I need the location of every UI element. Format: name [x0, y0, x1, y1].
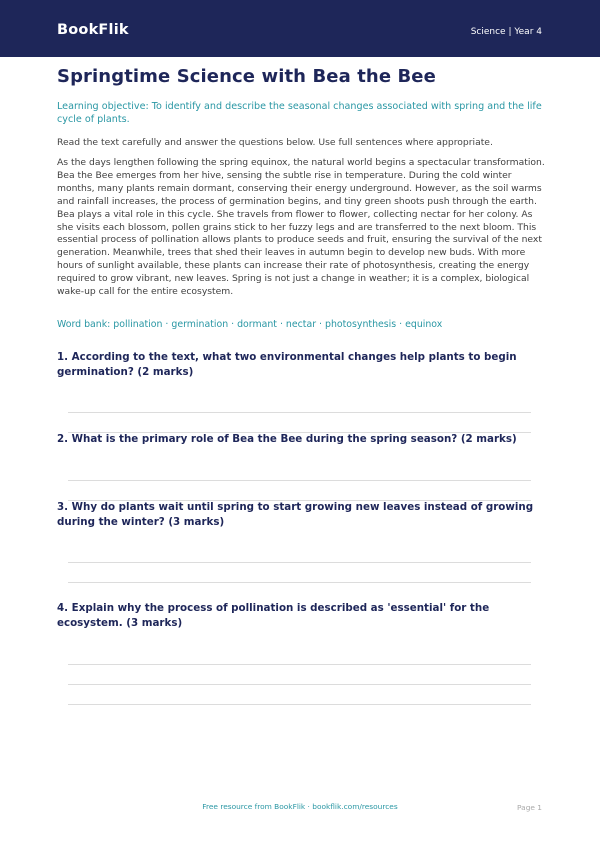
answer-line[interactable] — [68, 664, 531, 665]
answer-line[interactable] — [68, 412, 531, 413]
question-4: 4. Explain why the process of pollination is described as 'essential' for the ecosystem. (3 marks) — [57, 602, 490, 629]
answer-line[interactable] — [68, 704, 531, 705]
answer-line[interactable] — [68, 684, 531, 685]
page-title: Springtime Science with Bea the Bee — [57, 66, 436, 87]
brand-logo[interactable]: BookFlik — [57, 22, 129, 38]
question-2: 2. What is the primary role of Bea the Bee during the spring season? (2 marks) — [57, 433, 517, 445]
instructions: Read the text carefully and answer the questions below. Use full sentences where appropriate. — [57, 137, 493, 148]
learning-objective: Learning objective: To identify and describe the seasonal changes associated with spring and the life cycle of plants. — [57, 101, 542, 125]
page-number: Page 1 — [517, 803, 542, 812]
question-3: 3. Why do plants wait until spring to start growing new leaves instead of growing during the winter? (3 marks) — [57, 501, 534, 528]
word-bank: Word bank: pollination · germination · dormant · nectar · photosynthesis · equinox — [57, 319, 443, 330]
answer-line[interactable] — [68, 562, 531, 563]
reading-passage: As the days lengthen following the spring equinox, the natural world begins a spectacular transformation. Bea the Bee emerges from her hive, sensing the subtle rise in temperature. During the cold winter months, many plants remain dormant, conserving their energy underground. However, as the soil warms and rainfall increases, the process of germination begins, and tiny green shoots push through the earth. Bea plays a vital role in this cycle. She travels from flower to flower, collecting nectar for her colony. As she visits each blossom, pollen grains stick to her fuzzy legs and are transferred to the next bloom. This essential process of pollination allows plants to produce seeds and fruit, ensuring the survival of the next generation. Meanwhile, trees that shed their leaves in autumn begin to develop new buds. With more hours of sunlight available, these plants can increase their rate of photosynthesis, creating the energy required to grow vibrant, new leaves. Spring is not just a change in weather; it is a complex, biological wake-up call for the entire ecosystem. — [57, 157, 545, 298]
answer-line[interactable] — [68, 480, 531, 481]
subject-year-label: Science | Year 4 — [470, 27, 542, 37]
footer-source-link[interactable]: Free resource from BookFlik · bookflik.com/resources — [202, 802, 398, 811]
answer-line[interactable] — [68, 582, 531, 583]
question-1: 1. According to the text, what two environmental changes help plants to begin germination? (2 marks) — [57, 351, 517, 378]
page-header — [0, 0, 600, 57]
